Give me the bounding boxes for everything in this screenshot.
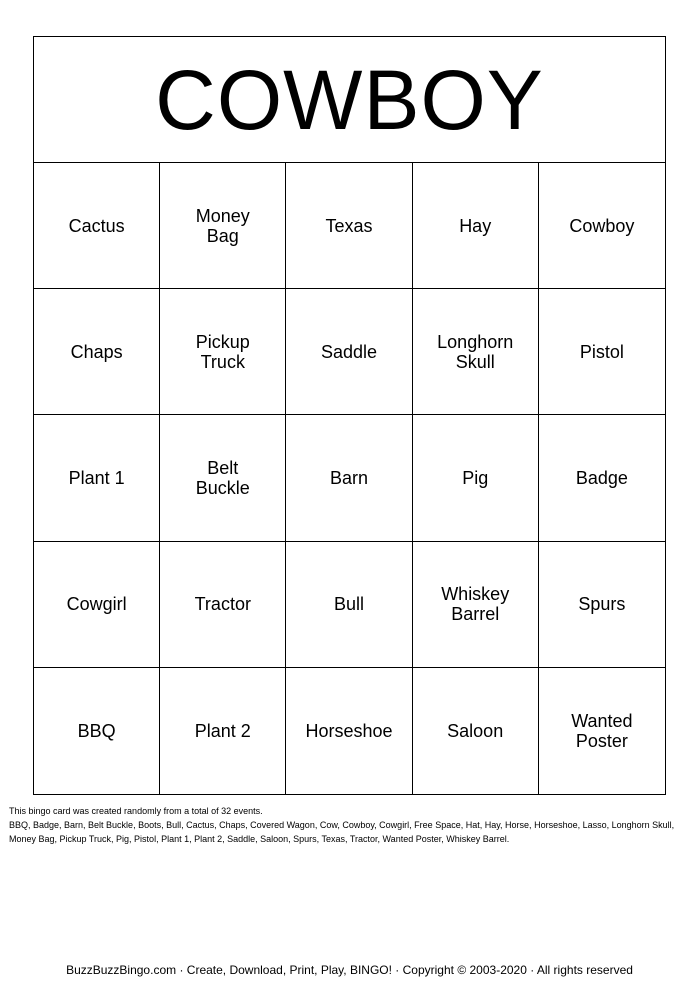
- card-title: COWBOY: [155, 52, 544, 147]
- page-footer: BuzzBuzzBingo.com · Create, Download, Print, Play, BINGO! · Copyright © 2003-2020 · All rights reserved: [66, 963, 633, 977]
- bingo-cell: Spurs: [539, 542, 665, 668]
- bingo-grid: [34, 163, 665, 794]
- bingo-cell: Saddle: [286, 289, 412, 415]
- bingo-cell: Belt Buckle: [160, 415, 286, 541]
- bingo-cell: Plant 1: [34, 415, 160, 541]
- title-row: [34, 37, 665, 163]
- bingo-cell: Pickup Truck: [160, 289, 286, 415]
- bingo-cell: Whiskey Barrel: [413, 542, 539, 668]
- bingo-cell: Chaps: [34, 289, 160, 415]
- bingo-cell: Pig: [413, 415, 539, 541]
- bingo-cell: Cowboy: [539, 163, 665, 289]
- bingo-cell: Horseshoe: [286, 668, 412, 794]
- card-notes: [9, 804, 685, 846]
- bingo-cell: Barn: [286, 415, 412, 541]
- bingo-cell: Texas: [286, 163, 412, 289]
- bingo-cell: Hay: [413, 163, 539, 289]
- notes-event-list: BBQ, Badge, Barn, Belt Buckle, Boots, Bull, Cactus, Chaps, Covered Wagon, Cow, Cowboy, Cowgirl, Free Space, Hat, Hay, Horse, Horseshoe, Lasso, Longhorn Skull, Money Bag, Pickup Truck, Pig, Pistol, Plant 1, Plant 2, Saddle, Saloon, Spurs, Texas, Tractor, Wanted Poster, Whiskey Barrel.: [9, 820, 675, 844]
- bingo-cell: Longhorn Skull: [413, 289, 539, 415]
- bingo-cell: Badge: [539, 415, 665, 541]
- bingo-cell: BBQ: [34, 668, 160, 794]
- bingo-cell: Wanted Poster: [571, 710, 633, 751]
- bingo-cell: Cactus: [34, 163, 160, 289]
- bingo-cell: Bull: [286, 542, 412, 668]
- bingo-cell: Money Bag: [160, 163, 286, 289]
- bingo-card: [33, 36, 666, 795]
- bingo-cell: Tractor: [160, 542, 286, 668]
- bingo-cell: Cowgirl: [34, 542, 160, 668]
- notes-summary: This bingo card was created randomly from a total of 32 events.: [9, 806, 263, 816]
- bingo-cell: Pistol: [539, 289, 665, 415]
- bingo-cell: Saloon: [413, 668, 539, 794]
- bingo-cell: Plant 2: [160, 668, 286, 794]
